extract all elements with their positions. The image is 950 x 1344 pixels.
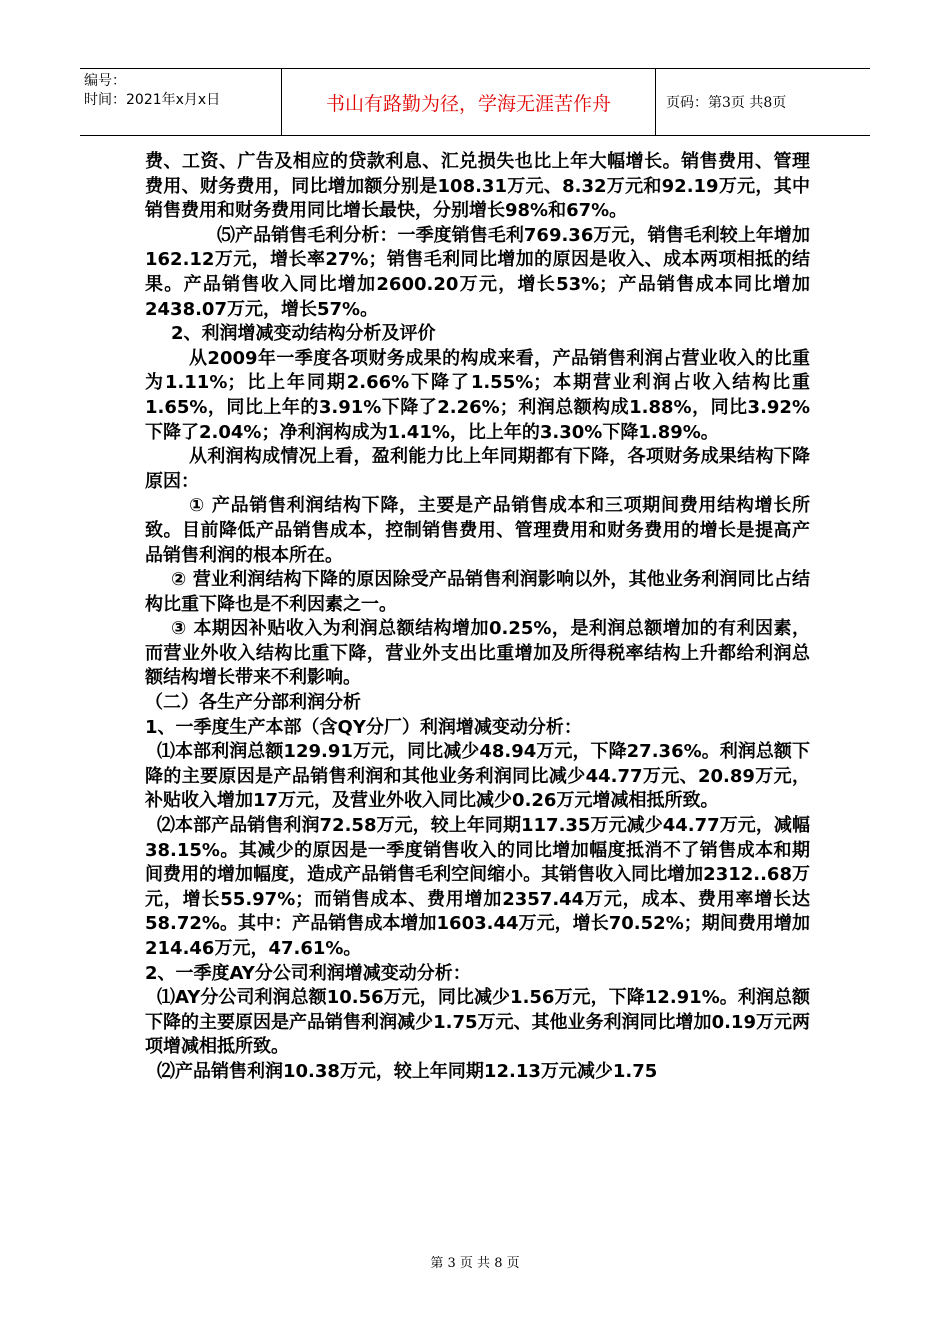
paragraph: ② 营业利润结构下降的原因除受产品销售利润影响以外，其他业务利润同比占结构比重下降也是不利因素之一。 xyxy=(145,569,810,615)
section-heading: 2、利润增减变动结构分析及评价 xyxy=(171,323,436,345)
header-motto: 书山有路勤为径，学海无涯苦作舟 xyxy=(282,69,656,135)
paragraph: 从2009年一季度各项财务成果的构成来看，产品销售利润占营业收入的比重为1.11%；比上年同期2.66%下降了1.55%；本期营业利润占收入结构比重1.65%，同比上年的3.91%下降了2.26%；利润总额构成1.88%，同比3.92%下降了2.04%；净利润构成为1.41%，比上年的3.30%下降1.89%。 xyxy=(145,347,810,443)
section-heading: 2、一季度AY分公司利润增减变动分析： xyxy=(145,962,471,984)
header-page-info: 页码：第3页 共8页 xyxy=(666,95,787,111)
paragraph: ⑵产品销售利润10.38万元，较上年同期12.13万元减少1.75 xyxy=(157,1060,658,1082)
header-meta xyxy=(80,69,282,135)
paragraph: ⑴AY分公司利润总额10.56万元，同比减少1.56万元，下降12.91%。利润总额下降的主要原因是产品销售利润减少1.75万元、其他业务利润同比增加0.19万元两项增减相抵所致。 xyxy=(145,987,810,1058)
paragraph: 费、工资、广告及相应的贷款利息、汇兑损失也比上年大幅增长。销售费用、管理费用、财务费用，同比增加额分别是108.31万元、8.32万元和92.19万元，其中销售费用和财务费用同比增长最快，分别增长98%和67%。 xyxy=(145,151,810,222)
page-footer: 第 3 页 共 8 页 xyxy=(430,1256,520,1271)
paragraph: ⑵本部产品销售利润72.58万元，较上年同期117.35万元减少44.77万元，减幅38.15%。其减少的原因是一季度销售收入的同比增加幅度抵消不了销售成本和期间费用的增加幅度，造成产品销售毛利空间缩小。其销售收入同比增加2312..68万元，增长55.97%；而销售成本、费用增加2357.44万元，成本、费用率增长达58.72%。其中：产品销售成本增加1603.44万元，增长70.52%；期间费用增加214.46万元，47.61%。 xyxy=(145,815,810,959)
paragraph: ① 产品销售利润结构下降，主要是产品销售成本和三项期间费用结构增长所致。目前降低产品销售成本，控制销售费用、管理费用和财务费用的增长是提高产品销售利润的根本所在。 xyxy=(145,495,810,566)
paragraph: ⑴本部利润总额129.91万元，同比减少48.94万元，下降27.36%。利润总额下降的主要原因是产品销售利润和其他业务利润同比减少44.77万元、20.89万元，补贴收入增加17万元，及营业外收入同比减少0.26万元增减相抵所致。 xyxy=(145,741,810,812)
section-heading: 1、一季度生产本部（含QY分厂）利润增减变动分析： xyxy=(145,716,582,738)
page-header xyxy=(80,68,870,136)
paragraph: ③ 本期因补贴收入为利润总额结构增加0.25%，是利润总额增加的有利因素，而营业外收入结构比重下降，营业外支出比重增加及所得税率结构上升都给利润总额结构增长带来不利影响。 xyxy=(145,618,810,689)
paragraph: 从利润构成情况上看，盈利能力比上年同期都有下降，各项财务成果结构下降原因： xyxy=(145,446,810,492)
paragraph: ⑸产品销售毛利分析：一季度销售毛利769.36万元，销售毛利较上年增加162.12万元，增长率27%；销售毛利同比增加的原因是收入、成本两项相抵的结果。产品销售收入同比增加2600.20万元，增长53%；产品销售成本同比增加2438.07万元，增长57%。 xyxy=(145,224,810,320)
document-number-label: 编号： xyxy=(84,73,126,89)
section-heading: （二）各生产分部利润分析 xyxy=(145,692,361,714)
document-date: 时间：2021年x月x日 xyxy=(84,92,221,108)
document-body xyxy=(145,150,810,1085)
